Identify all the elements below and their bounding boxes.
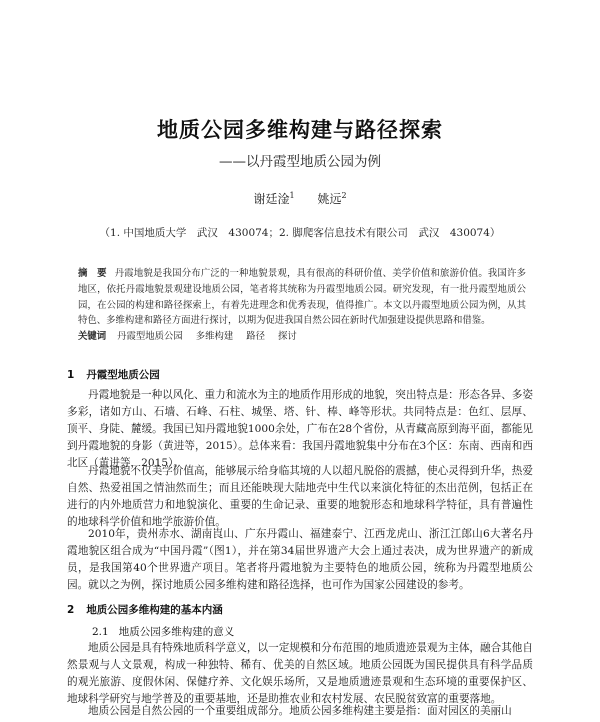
keyword: 路径 [246, 331, 266, 342]
author-name: 谢廷淦 [253, 192, 290, 206]
abstract-text: 丹霞地貌是我国分布广泛的一种地貌景观，具有很高的科研价值、美学价值和旅游价值。我国许多地区，依托丹霞地貌景观建设地质公园，笔者将其统称为丹霞型地质公园。研究发现，有一批丹霞型地质公园，在公园的构建和路径探索上，有着先进理念和优秀表现，值得推广。本文以丹霞型地质公园为例，从其特色、多维构建和路径方面进行探讨，以期为促进我国自然公园在新时代加强建设提供思路和借鉴。 [78, 268, 526, 327]
author-affil-mark: 1 [289, 191, 295, 200]
section-heading [67, 367, 160, 382]
keywords [78, 329, 526, 345]
body-paragraph: 地质公园是具有特殊地质科学意义，以一定规模和分布范围的地质遗迹景观为主体，融合其他自然景观与人文景观，构成一种独特、稀有、优美的自然区域。地质公园既为国民提供具有科学品质的观光旅游、度假休闲、保健疗养、文化娱乐场所，又是地质遗迹景观和生态环境的重要保护区、地球科学研究与地学普及的重要基地，还是助推农业和农村发展、农民脱贫致富的重要落地。 [67, 642, 533, 705]
keyword: 多维构建 [195, 331, 234, 342]
body-paragraph: 地质公园是自然公园的一个重要组成部分。地质公园多维构建主要是指：面对园区的美丽山 [88, 705, 512, 717]
section-number: 2 [67, 604, 75, 616]
affiliation-line: （1. 中国地质大学 武汉 430074；2. 脚爬客信息技术有限公司 武汉 430074） [99, 227, 501, 239]
section-title: 丹霞型地质公园 [86, 369, 160, 381]
abstract [78, 266, 526, 329]
keywords-label: 关键词 [78, 331, 107, 342]
author-line [0, 190, 600, 207]
abstract-label: 摘 要 [78, 268, 107, 279]
subsection-number: 2.1 [92, 626, 109, 638]
section-title: 地质公园多维构建的基本内涵 [86, 604, 223, 616]
section-number: 1 [67, 369, 75, 381]
keyword: 丹霞型地质公园 [117, 331, 183, 342]
body-paragraph: 丹霞地貌是一种以风化、重力和流水为主的地质作用形成的地貌，突出特点是：形态各异、多姿多彩，诸如方山、石墙、石峰、石柱、城堡、塔、针、棒、峰等形状。共同特点是：色红、层厚、顶平、身陡、麓缓。我国已知丹霞地貌1000余处，广布在28个省份，从青藏高原到海平面，都能见到丹霞地貌的身影（黄进等，2015）。总体来看：我国丹霞地貌集中分布在3个区：东南、西南和西北区（黄进等，2015）。 [67, 389, 533, 469]
subsection-title: 地质公园多维构建的意义 [118, 626, 235, 638]
body-paragraph: 2010年，贵州赤水、湖南崀山、广东丹霞山、福建泰宁、江西龙虎山、浙江江郎山6大著名丹霞地貌区组合成为“中国丹霞”（图1），并在第34届世界遗产大会上通过表决，成为世界遗产的新成员，是我国第40个世界遗产项目。笔者将丹霞地貌为主要特色的地质公园，统称为丹霞型地质公园。就以之为例，探讨地质公园多维构建和路径选择，也可作为国家公园建设的参考。 [67, 528, 533, 591]
keyword: 探讨 [278, 331, 297, 342]
author-name: 姚远 [317, 192, 342, 206]
body-paragraph: 丹霞地貌不仅美学价值高，能够展示给身临其境的人以超凡脱俗的震撼，使心灵得到升华，热爱自然、热爱祖国之情油然而生；而且还能映现大陆地壳中生代以来演化特征的杰出范例，包括正在进行的内外地质营力和地貌演化、重要的生命记录、重要的地貌形态和地球科学特征，具有普遍性的地球科学价值和地学旅游价值。 [67, 465, 533, 528]
author-affil-mark: 2 [341, 191, 347, 200]
section-heading [67, 602, 223, 617]
paper-subtitle: ——以丹霞型地质公园为例 [219, 154, 381, 170]
subsection-heading [92, 624, 234, 639]
paper-title: 地质公园多维构建与路径探索 [157, 118, 443, 142]
